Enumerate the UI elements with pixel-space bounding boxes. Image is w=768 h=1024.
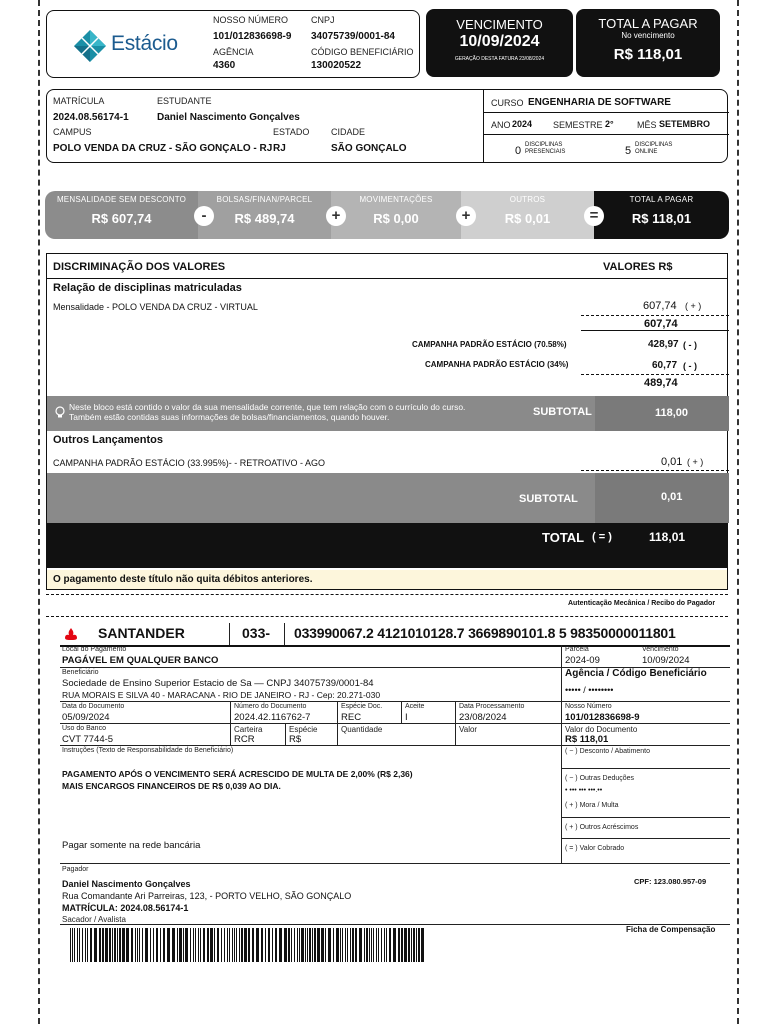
total-band bbox=[47, 523, 727, 568]
barcode-bar bbox=[384, 928, 385, 962]
barcode-bar bbox=[393, 928, 396, 962]
subtotal-value-cell-2 bbox=[595, 473, 729, 523]
valor-documento: R$ 118,01 bbox=[565, 734, 609, 745]
barcode-bar bbox=[340, 928, 341, 962]
barcode-bar bbox=[389, 928, 391, 962]
vencimento-label: VENCIMENTO bbox=[456, 17, 543, 32]
right-cut-line bbox=[737, 0, 739, 1024]
solid-divider-1 bbox=[581, 330, 729, 331]
barcode-bar bbox=[229, 928, 230, 962]
matricula: 2024.08.56174-1 bbox=[53, 112, 129, 123]
barcode-bar bbox=[408, 928, 410, 962]
outros-acrescimos-label: ( + ) Outros Acréscimos bbox=[565, 824, 639, 831]
barcode-bar bbox=[256, 928, 259, 962]
barcode-bar bbox=[198, 928, 199, 962]
barcode-bar bbox=[79, 928, 80, 962]
aceite-label: Aceite bbox=[405, 703, 425, 710]
uso-banco-label: Uso do Banco bbox=[62, 725, 106, 732]
boleto-vencimento: 10/09/2024 bbox=[642, 655, 690, 666]
left-cut-line bbox=[38, 0, 40, 1024]
curso-divider bbox=[483, 112, 729, 113]
bank-divider-1 bbox=[229, 623, 230, 645]
mora-multa-label: ( + ) Mora / Multa bbox=[565, 802, 619, 809]
bank-divider-2 bbox=[284, 623, 285, 645]
barcode-bar bbox=[117, 928, 118, 962]
barcode-bar bbox=[350, 928, 351, 962]
barcode-bar bbox=[373, 928, 374, 962]
barcode-bar bbox=[172, 928, 175, 962]
barcode-bar bbox=[317, 928, 320, 962]
right-line-3 bbox=[561, 838, 730, 839]
barcode-bar bbox=[227, 928, 228, 962]
mensalidade-item: Mensalidade - POLO VENDA DA CRUZ - VIRTUAL bbox=[53, 302, 258, 312]
campanha-1-sign: ( - ) bbox=[683, 340, 697, 350]
barcode-bar bbox=[376, 928, 377, 962]
boleto-header bbox=[60, 623, 730, 645]
dash-separator-1 bbox=[46, 594, 728, 595]
campus: POLO VENDA DA CRUZ - SÃO GONÇALO - RJ bbox=[53, 143, 273, 154]
barcode-bar bbox=[156, 928, 158, 962]
campanha-2-label: CAMPANHA PADRÃO ESTÁCIO (34%) bbox=[425, 360, 569, 369]
barcode-bar bbox=[82, 928, 83, 962]
subtotal-bolsas: 489,74 bbox=[644, 377, 678, 389]
data-documento: 05/09/2024 bbox=[62, 712, 110, 723]
subtotal-value-2: 0,01 bbox=[661, 491, 683, 503]
outros-item: CAMPANHA PADRÃO ESTÁCIO (33.995%)- - RETROATIVO - AGO bbox=[53, 458, 326, 468]
dash-separator-2 bbox=[46, 616, 728, 617]
campanha-1-value: 428,97 bbox=[648, 339, 679, 350]
valor-documento-label: Valor do Documento bbox=[565, 725, 638, 734]
barcode-bar bbox=[325, 928, 326, 962]
barcode-bar bbox=[224, 928, 225, 962]
barcode-bar bbox=[268, 928, 270, 962]
info-text bbox=[69, 402, 539, 422]
valores-label: VALORES R$ bbox=[603, 261, 673, 273]
notice-text: O pagamento deste título não quita débitos anteriores. bbox=[53, 574, 313, 585]
data-documento-label: Data do Documento bbox=[62, 703, 125, 710]
outros-item-sign: ( + ) bbox=[687, 457, 704, 467]
sacador-avalista: Sacador / Avalista bbox=[62, 915, 126, 924]
notice-band bbox=[47, 570, 727, 589]
barcode-bar bbox=[232, 928, 233, 962]
instrucao-encargos: MAIS ENCARGOS FINANCEIROS DE R$ 0,039 AO DIA. bbox=[62, 781, 281, 791]
boleto-right-divider bbox=[561, 645, 562, 863]
pagador-matricula: MATRÍCULA: 2024.08.56174-1 bbox=[62, 903, 189, 913]
discriminacao-title: DISCRIMINAÇÃO DOS VALORES bbox=[53, 261, 226, 273]
total-a-pagar-box bbox=[576, 9, 720, 77]
numero-documento-label: Número do Documento bbox=[234, 703, 307, 710]
lightbulb-icon bbox=[53, 405, 67, 419]
subtotal-label-1: SUBTOTAL bbox=[533, 406, 592, 418]
minus-operator-icon: - bbox=[194, 206, 214, 226]
barcode-bar bbox=[119, 928, 121, 962]
barcode-bar bbox=[261, 928, 263, 962]
barcode-bar bbox=[241, 928, 243, 962]
barcode bbox=[70, 928, 426, 962]
barcode-bar bbox=[307, 928, 308, 962]
presenciais-label-line2: PRESENCIAIS bbox=[525, 149, 566, 155]
presenciais-label-line1: DISCIPLINAS bbox=[525, 142, 563, 148]
summary-bar bbox=[45, 191, 729, 239]
disciplinas-presenciais-label bbox=[525, 142, 565, 156]
summary-total bbox=[594, 191, 729, 239]
barcode-bar bbox=[131, 928, 133, 962]
barcode-bar bbox=[265, 928, 266, 962]
data-processamento: 23/08/2024 bbox=[459, 712, 507, 723]
barcode-bar bbox=[284, 928, 287, 962]
barcode-bar bbox=[90, 928, 92, 962]
barcode-bar bbox=[137, 928, 138, 962]
bank-name: SANTANDER bbox=[98, 625, 185, 641]
barcode-bar bbox=[275, 928, 277, 962]
valor-cobrado-label: ( = ) Valor Cobrado bbox=[565, 845, 625, 852]
pagador-cpf: CPF: 123.080.957-09 bbox=[634, 877, 707, 886]
row-line-4 bbox=[60, 745, 730, 746]
beneficiario-label: Beneficiário bbox=[62, 669, 99, 676]
barcode-bar bbox=[305, 928, 306, 962]
barcode-bar bbox=[139, 928, 140, 962]
local-pagamento: PAGÁVEL EM QUALQUER BANCO bbox=[62, 655, 219, 666]
santander-flame-icon bbox=[64, 627, 78, 641]
boleto-header-line bbox=[60, 645, 730, 647]
estudante: Daniel Nascimento Gonçalves bbox=[157, 112, 300, 123]
outros-label: OUTROS bbox=[509, 195, 546, 204]
linha-digitavel[interactable]: 033990067.2 4121010128.7 3669890101.8 5 98350000011801 bbox=[294, 625, 676, 641]
barcode-bar bbox=[214, 928, 215, 962]
ano-divider bbox=[483, 134, 729, 135]
ano-label: ANO bbox=[491, 120, 511, 130]
barcode-bar bbox=[210, 928, 213, 962]
bolsas-value: R$ 489,74 bbox=[234, 211, 295, 226]
barcode-bar bbox=[378, 928, 379, 962]
discriminacao-box bbox=[46, 253, 728, 590]
geracao-fatura: GERAÇÃO DESTA FATURA 23/08/2024 bbox=[454, 56, 545, 62]
barcode-bar bbox=[99, 928, 101, 962]
mensalidade-label: MENSALIDADE SEM DESCONTO bbox=[56, 195, 187, 204]
aceite: I bbox=[405, 712, 408, 723]
barcode-bar bbox=[366, 928, 368, 962]
instrucoes-label: Instruções (Texto de Responsabilidade do Beneficiário) bbox=[62, 747, 234, 754]
right-line-1 bbox=[561, 768, 730, 769]
barcode-bar bbox=[221, 928, 222, 962]
online-label-line2: ONLINE bbox=[635, 149, 658, 155]
semestre: 2° bbox=[605, 119, 614, 129]
especie-doc: REC bbox=[341, 712, 362, 723]
barcode-bar bbox=[333, 928, 334, 962]
mes: SETEMBRO bbox=[659, 119, 711, 129]
barcode-bar bbox=[336, 928, 339, 962]
barcode-bar bbox=[153, 928, 154, 962]
total-a-pagar-label: TOTAL A PAGAR bbox=[598, 16, 698, 31]
carteira: RCR bbox=[234, 734, 255, 745]
barcode-bar bbox=[77, 928, 78, 962]
barcode-bar bbox=[312, 928, 313, 962]
row-line-5 bbox=[60, 863, 730, 864]
barcode-bar bbox=[309, 928, 311, 962]
especie-label: Espécie bbox=[289, 725, 318, 734]
bolsas-label: BOLSAS/FINAN/PARCEL bbox=[216, 195, 313, 204]
barcode-bar bbox=[177, 928, 178, 962]
student-divider bbox=[483, 89, 484, 163]
beneficiario-endereco: RUA MORAIS E SILVA 40 - MARACANA - RIO DE JANEIRO - RJ - Cep: 20.271-030 bbox=[62, 690, 381, 700]
mensalidade-item-sign: ( + ) bbox=[685, 301, 702, 311]
total-sign: ( = ) bbox=[592, 531, 612, 543]
carteira-label: Carteira bbox=[234, 725, 263, 734]
barcode-bar bbox=[167, 928, 170, 962]
barcode-bar bbox=[145, 928, 148, 962]
disciplinas-online-count: 5 bbox=[625, 145, 632, 157]
campanha-2-value: 60,77 bbox=[652, 360, 678, 371]
barcode-bar bbox=[248, 928, 250, 962]
col-line-c bbox=[401, 701, 402, 723]
deducoes-label: ( − ) Outras Deduções bbox=[565, 775, 635, 782]
agencia: 4360 bbox=[213, 60, 236, 71]
barcode-bar bbox=[85, 928, 86, 962]
barcode-bar bbox=[114, 928, 116, 962]
barcode-bar bbox=[328, 928, 331, 962]
total-label: TOTAL bbox=[542, 530, 585, 545]
barcode-bar bbox=[342, 928, 343, 962]
barcode-bar bbox=[87, 928, 88, 962]
barcode-bar bbox=[236, 928, 237, 962]
beneficiario: Sociedade de Ensino Superior Estacio de Sa — CNPJ 34075739/0001-84 bbox=[62, 678, 374, 689]
barcode-bar bbox=[244, 928, 247, 962]
instrucao-rede-bancaria: Pagar somente na rede bancária bbox=[62, 840, 201, 851]
codigo-beneficiario: 130020522 bbox=[311, 60, 362, 71]
codigo-beneficiario-label: CÓDIGO BENEFICIÁRIO bbox=[311, 47, 414, 57]
subtotal-label-2: SUBTOTAL bbox=[519, 493, 578, 505]
disc-header-divider bbox=[47, 278, 727, 279]
summary-bolsas bbox=[198, 191, 331, 239]
especie-doc-label: Espécie Doc. bbox=[341, 703, 383, 710]
barcode-bar bbox=[364, 928, 365, 962]
estado: RJ bbox=[273, 143, 286, 154]
section-disciplinas-title: Relação de disciplinas matriculadas bbox=[53, 282, 242, 294]
barcode-bar bbox=[401, 928, 403, 962]
barcode-bar bbox=[359, 928, 362, 962]
agencia-codigo-label: Agência / Código Beneficiário bbox=[565, 668, 707, 679]
summary-total-value: R$ 118,01 bbox=[631, 211, 692, 226]
equals-operator-icon: = bbox=[584, 206, 604, 226]
outros-value: R$ 0,01 bbox=[504, 211, 551, 226]
barcode-bar bbox=[381, 928, 382, 962]
barcode-bar bbox=[72, 928, 73, 962]
row-line-2 bbox=[60, 701, 730, 702]
masked-value: • ••• ••• •••.•• bbox=[565, 787, 603, 794]
summary-total-label: TOTAL A PAGAR bbox=[629, 195, 694, 204]
barcode-bar bbox=[314, 928, 316, 962]
subtotal-value-cell-1 bbox=[595, 396, 729, 431]
barcode-bar bbox=[217, 928, 219, 962]
student-info-box bbox=[46, 89, 728, 163]
barcode-bar bbox=[411, 928, 412, 962]
pagador: Daniel Nascimento Gonçalves bbox=[62, 879, 191, 889]
desconto-label: ( − ) Desconto / Abatimento bbox=[565, 748, 651, 755]
barcode-bar bbox=[398, 928, 400, 962]
barcode-bar bbox=[74, 928, 75, 962]
barcode-bar bbox=[299, 928, 300, 962]
dash-divider-2 bbox=[581, 374, 729, 375]
plus-operator-icon-2: + bbox=[456, 206, 476, 226]
cnpj: 34075739/0001-84 bbox=[311, 31, 395, 42]
barcode-bar bbox=[291, 928, 292, 962]
barcode-bar bbox=[371, 928, 372, 962]
barcode-bar bbox=[185, 928, 188, 962]
barcode-bar bbox=[272, 928, 273, 962]
row-line-3 bbox=[60, 723, 730, 724]
nosso-numero: 101/012836698-9 bbox=[213, 31, 292, 42]
outros-item-value: 0,01 bbox=[661, 456, 683, 468]
boleto-vencimento-label: Vencimento bbox=[642, 646, 679, 653]
info-text-line1: Neste bloco está contido o valor da sua mensalidade corrente, que tem relação com o currículo do curso. bbox=[69, 402, 466, 412]
subtotal-band-2 bbox=[47, 473, 727, 523]
ano: 2024 bbox=[512, 119, 533, 129]
curso-label: CURSO bbox=[491, 98, 524, 108]
section-outros-title: Outros Lançamentos bbox=[53, 434, 164, 446]
mensalidade-value: R$ 607,74 bbox=[91, 211, 152, 226]
total-sub-label: No vencimento bbox=[621, 31, 675, 40]
barcode-bar bbox=[160, 928, 161, 962]
movimentacoes-value: R$ 0,00 bbox=[373, 211, 419, 226]
barcode-bar bbox=[163, 928, 165, 962]
barcode-bar bbox=[252, 928, 254, 962]
barcode-bar bbox=[142, 928, 143, 962]
autenticacao-label: Autenticação Mecânica / Recibo do Pagador bbox=[568, 600, 716, 607]
estado-label: ESTADO bbox=[273, 127, 310, 137]
header-info-box bbox=[46, 10, 420, 78]
barcode-bar bbox=[234, 928, 235, 962]
barcode-bar bbox=[207, 928, 209, 962]
barcode-bar bbox=[421, 928, 424, 962]
campanha-1-label: CAMPANHA PADRÃO ESTÁCIO (70.58%) bbox=[412, 340, 567, 349]
boleto-nosso-numero: 101/012836698-9 bbox=[565, 712, 640, 723]
col-line-e bbox=[285, 723, 286, 745]
barcode-bar bbox=[321, 928, 324, 962]
barcode-bar bbox=[347, 928, 348, 962]
barcode-bar bbox=[355, 928, 357, 962]
cidade: SÃO GONÇALO bbox=[331, 143, 407, 154]
boleto-nosso-numero-label: Nosso Número bbox=[565, 703, 612, 710]
right-line-2 bbox=[561, 817, 730, 818]
barcode-bar bbox=[294, 928, 295, 962]
barcode-bar bbox=[416, 928, 417, 962]
total-value: 118,01 bbox=[649, 530, 686, 544]
instrucao-multa: PAGAMENTO APÓS O VENCIMENTO SERÁ ACRESCIDO DE MULTA DE 2,00% (R$ 2,36) bbox=[62, 769, 413, 779]
summary-outros bbox=[461, 191, 594, 239]
info-text-line2: Também estão contidas suas informações de bolsas/financiamentos, quando houver. bbox=[69, 412, 390, 422]
barcode-bar bbox=[126, 928, 129, 962]
curso: ENGENHARIA DE SOFTWARE bbox=[528, 97, 671, 108]
especie: R$ bbox=[289, 734, 302, 745]
barcode-bar bbox=[386, 928, 387, 962]
dash-divider-3 bbox=[581, 470, 729, 471]
plus-operator-icon: + bbox=[326, 206, 346, 226]
numero-documento: 2024.42.116762-7 bbox=[234, 712, 311, 723]
barcode-bar bbox=[369, 928, 370, 962]
agencia-codigo: ••••• / •••••••• bbox=[565, 685, 614, 695]
barcode-bar bbox=[122, 928, 125, 962]
barcode-bar bbox=[183, 928, 184, 962]
barcode-bar bbox=[112, 928, 113, 962]
subtotal-mensalidade: 607,74 bbox=[644, 318, 678, 330]
cidade-label: CIDADE bbox=[331, 127, 366, 137]
matricula-label: MATRÍCULA bbox=[53, 96, 105, 106]
vencimento-date: 10/09/2024 bbox=[459, 33, 540, 50]
barcode-bar bbox=[135, 928, 136, 962]
online-label-line1: DISCIPLINAS bbox=[635, 142, 673, 148]
barcode-bar bbox=[239, 928, 240, 962]
nosso-numero-label: NOSSO NÚMERO bbox=[213, 15, 289, 25]
barcode-bar bbox=[70, 928, 71, 962]
cnpj-label: CNPJ bbox=[311, 15, 335, 25]
bank-code: 033- bbox=[242, 625, 271, 641]
mensalidade-item-value: 607,74 bbox=[643, 300, 677, 312]
barcode-bar bbox=[404, 928, 407, 962]
barcode-bar bbox=[150, 928, 151, 962]
barcode-bar bbox=[200, 928, 201, 962]
campanha-2-sign: ( - ) bbox=[683, 361, 697, 371]
local-pagamento-label: Local do Pagamento bbox=[62, 646, 127, 653]
estacio-logo-icon bbox=[73, 29, 107, 63]
parcela: 2024-09 bbox=[565, 655, 600, 666]
agencia-label: AGÊNCIA bbox=[213, 47, 254, 57]
total-a-pagar-value: R$ 118,01 bbox=[613, 46, 683, 63]
disciplinas-online-label bbox=[635, 142, 672, 156]
quantidade-label: Quantidade bbox=[341, 725, 383, 734]
dash-divider-1 bbox=[581, 315, 729, 316]
barcode-bar bbox=[413, 928, 415, 962]
data-processamento-label: Data Processamento bbox=[459, 703, 525, 710]
barcode-bar bbox=[352, 928, 354, 962]
pagador-label: Pagador bbox=[62, 866, 89, 873]
barcode-bar bbox=[418, 928, 420, 962]
barcode-bar bbox=[109, 928, 111, 962]
semestre-label: SEMESTRE bbox=[553, 120, 603, 130]
barcode-bar bbox=[195, 928, 196, 962]
barcode-bar bbox=[345, 928, 346, 962]
barcode-bar bbox=[179, 928, 182, 962]
barcode-bar bbox=[297, 928, 298, 962]
barcode-bar bbox=[105, 928, 108, 962]
movimentacoes-label: MOVIMENTAÇÕES bbox=[359, 195, 433, 204]
barcode-bar bbox=[203, 928, 205, 962]
vencimento-box bbox=[426, 9, 573, 77]
subtotal-band-1 bbox=[47, 396, 727, 431]
uso-banco: CVT 7744-5 bbox=[62, 734, 114, 745]
pagador-endereco: Rua Comandante Ari Parreiras, 123, - PORTO VELHO, SÃO GONÇALO bbox=[62, 891, 352, 901]
campus-label: CAMPUS bbox=[53, 127, 92, 137]
barcode-bar bbox=[102, 928, 104, 962]
barcode-bar bbox=[190, 928, 191, 962]
summary-movimentacoes bbox=[331, 191, 461, 239]
subtotal-value-1: 118,00 bbox=[655, 407, 689, 419]
mes-label: MÊS bbox=[637, 120, 657, 130]
barcode-bar bbox=[301, 928, 304, 962]
barcode-bar bbox=[94, 928, 97, 962]
disciplinas-presenciais-count: 0 bbox=[515, 145, 522, 157]
parcela-label: Parcela bbox=[565, 646, 589, 653]
barcode-bar bbox=[288, 928, 290, 962]
ficha-compensacao: Ficha de Compensação bbox=[626, 925, 716, 934]
barcode-bar bbox=[279, 928, 282, 962]
summary-mensalidade bbox=[45, 191, 198, 239]
valor-label: Valor bbox=[459, 725, 478, 734]
estudante-label: ESTUDANTE bbox=[157, 96, 212, 106]
estacio-logo-text: Estácio bbox=[111, 32, 178, 55]
barcode-bar bbox=[193, 928, 194, 962]
